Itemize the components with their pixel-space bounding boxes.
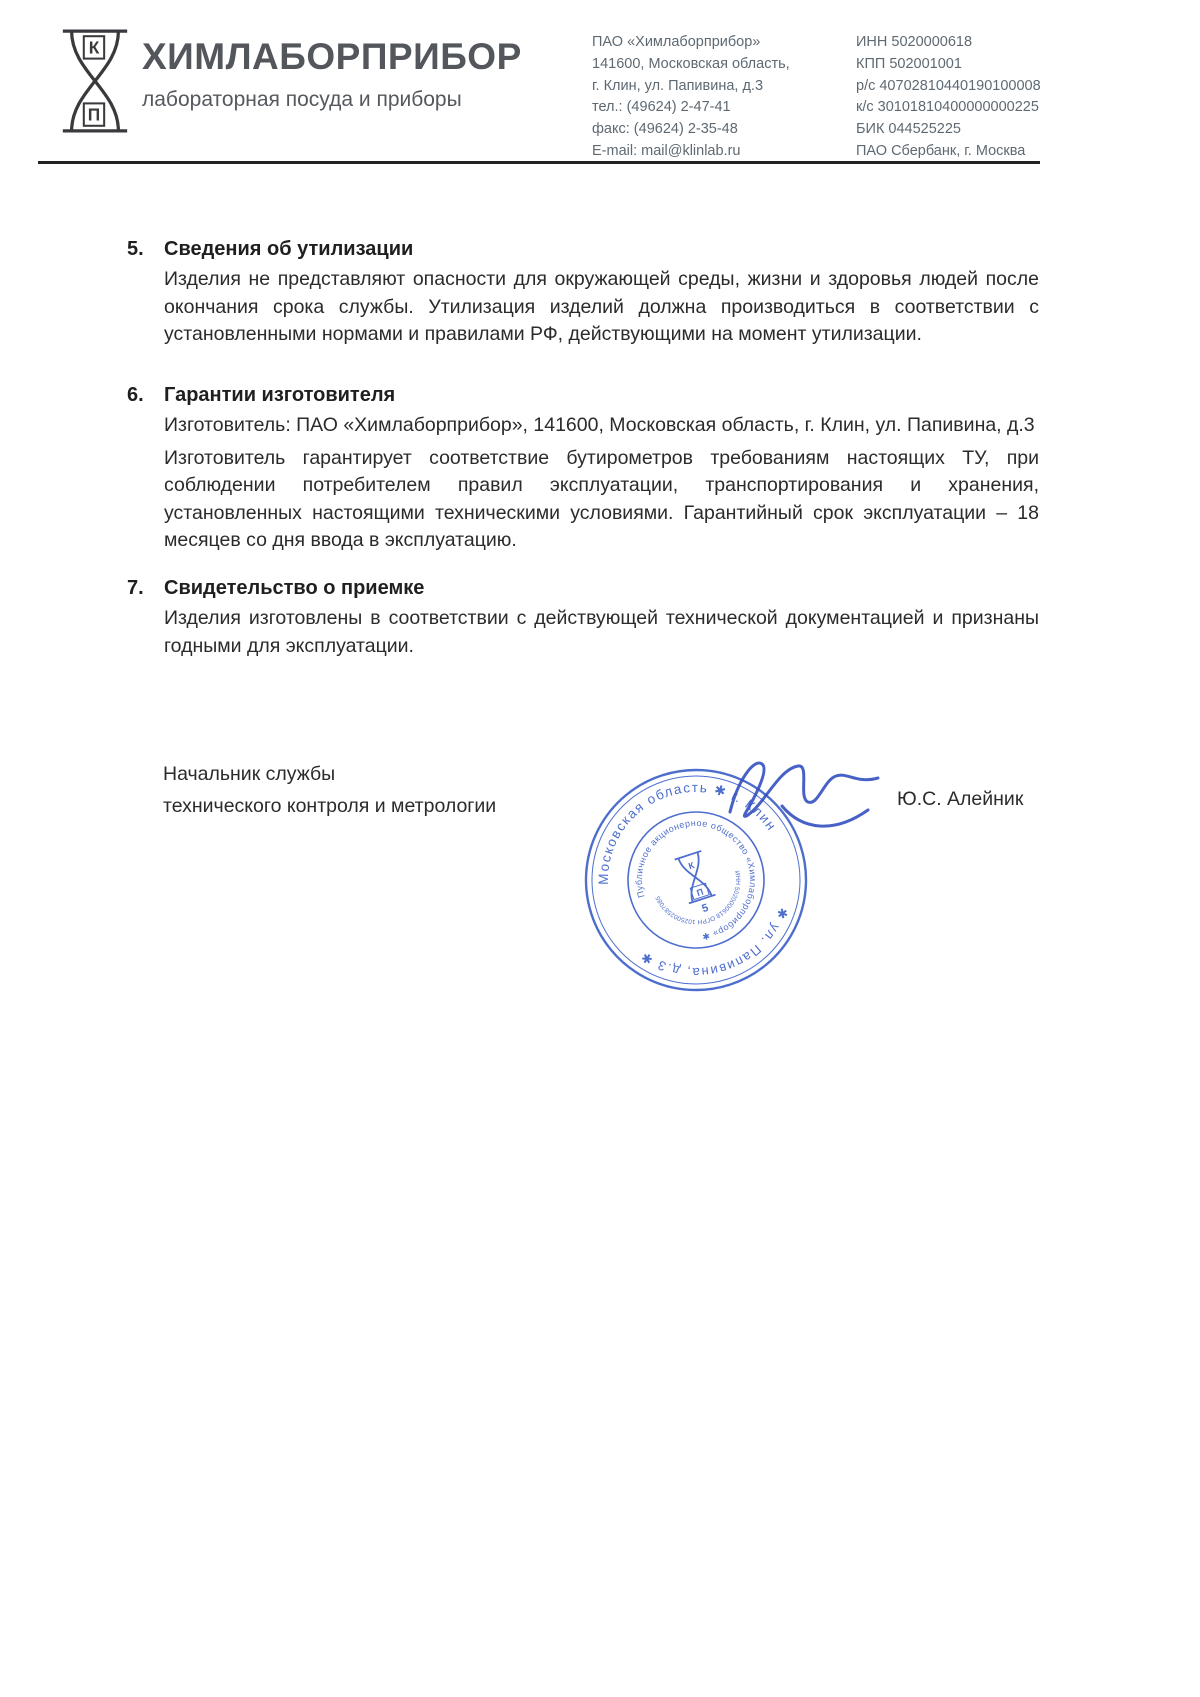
requisites-line: к/с 30101810400000000225: [856, 99, 1039, 116]
requisites-line: р/с 40702810440190100008: [856, 77, 1041, 94]
stamp-ring-bottom-text: ✱ ул. Папивина, д.3 ✱: [637, 905, 792, 981]
section-number: 5.: [127, 238, 144, 260]
company-name: ХИМЛАБОРПРИБОР: [142, 36, 522, 77]
section-paragraph: Изделия изготовлены в соответствии с действующей технической документацией и признаны годными для эксплуатации.: [164, 607, 1039, 657]
section-heading: [127, 384, 1039, 407]
logo-letter-top: К: [88, 37, 100, 58]
requisites-line: БИК 044525225: [856, 121, 961, 138]
requisites-line: ИНН 5020000618: [856, 34, 973, 50]
requisites-line: КПП 502001001: [856, 55, 962, 72]
stamp-center-letter-bottom: П: [695, 886, 705, 899]
section-number: 7.: [127, 577, 144, 599]
section-title: Сведения об утилизации: [164, 238, 414, 260]
section-paragraph: Изготовитель: ПАО «Химлаборприбор», 141600, Московская область, г. Клин, ул. Папивина, д.3: [164, 414, 1035, 436]
stamp-inner-circle-text: Публичное акционерное общество «Химлаборприбор» ✱: [633, 817, 759, 942]
section-utilization: [127, 238, 1039, 349]
contact-line-email: E-mail: mail@klinlab.ru: [592, 142, 741, 159]
section-heading: [127, 577, 1039, 600]
signer-role: [163, 758, 496, 822]
brand-block: [142, 36, 522, 112]
company-tagline: лабораторная посуда и приборы: [142, 88, 462, 111]
contact-line: тел.: (49624) 2-47-41: [592, 99, 731, 116]
stamp-inner-small-text: ИНН 5020000618 ОГРН 1025002587085: [654, 870, 742, 926]
stamp-center-hourglass-icon: [675, 851, 716, 903]
stamp-center-number: 5: [700, 901, 711, 916]
stamp-ring-top-text: Московская область ✱ г. Клин: [595, 779, 780, 885]
header-divider: [38, 161, 1040, 164]
section-title: Свидетельство о приемке: [164, 577, 425, 599]
signer-role-line2: технического контроля и метрологии: [163, 795, 497, 817]
signer-role-line1: Начальник службы: [163, 763, 336, 785]
header-contact-column: [592, 32, 790, 163]
section-paragraph: Изготовитель гарантирует соответствие бутирометров требованиям настоящих ТУ, при соблюдении потребителем правил эксплуатации, транспортирования и хранения, установленных настоящими техническими условиями. Гарантийный срок эксплуатации – 18 месяцев со дня ввода в эксплуатацию.: [164, 446, 1039, 552]
signer-name: Ю.С. Алейник: [897, 788, 1024, 810]
section-title: Гарантии изготовителя: [164, 384, 396, 406]
header-requisites-column: [856, 32, 1041, 163]
section-paragraph: Изделия не представляют опасности для окружающей среды, жизни и здоровья людей после окончания срока службы. Утилизация изделий должна производиться в соответствии с установленными нормами и правилами РФ, действующими на момент утилизации.: [164, 268, 1039, 346]
company-logo-hourglass-icon: [56, 24, 134, 138]
stamp-center-letter-top: К: [687, 860, 696, 872]
section-heading: [127, 238, 1039, 261]
contact-line: г. Клин, ул. Папивина, д.3: [592, 77, 764, 94]
contact-line: факс: (49624) 2-35-48: [592, 121, 738, 138]
section-number: 6.: [127, 384, 144, 406]
section-acceptance: [127, 577, 1039, 660]
requisites-line: ПАО Сбербанк, г. Москва: [856, 142, 1026, 159]
handwritten-signature: [722, 748, 890, 852]
section-warranty: [127, 384, 1039, 555]
contact-line: ПАО «Химлаборприбор»: [592, 34, 761, 50]
logo-letter-bottom: П: [87, 104, 101, 125]
contact-line: 141600, Московская область,: [592, 55, 790, 72]
